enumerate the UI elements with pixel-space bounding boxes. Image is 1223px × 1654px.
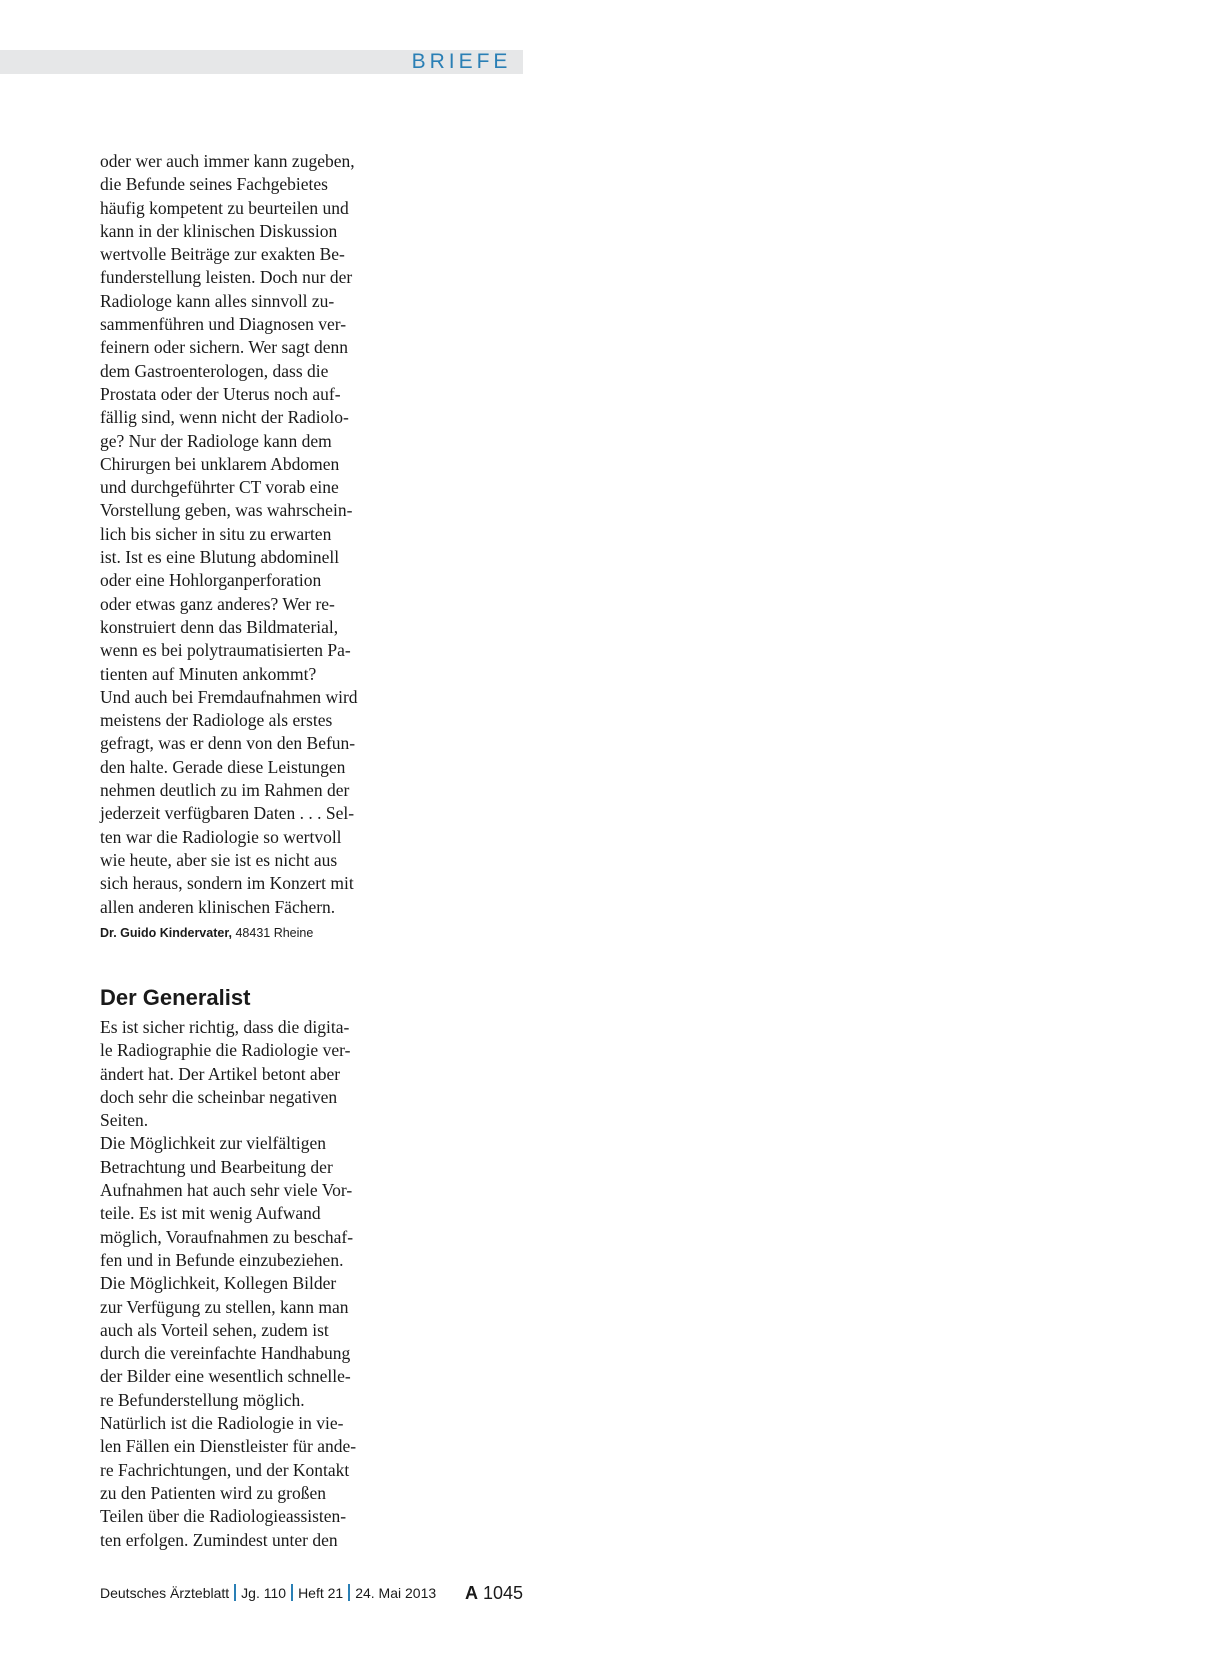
text-line: meistens der Radiologe als erstes	[100, 710, 333, 731]
page-prefix: A	[464, 1583, 478, 1603]
text-line: oder etwas ganz anderes? Wer re-	[100, 593, 335, 614]
letter-1-signature	[100, 925, 382, 941]
text-line: wie heute, aber sie ist es nicht aus	[100, 849, 338, 870]
letter-2-heading: Der Generalist	[100, 985, 251, 1010]
text-line: dem Gastroenterologen, dass die	[100, 360, 329, 381]
text-line: den halte. Gerade diese Leistungen	[100, 756, 346, 777]
text-line: jederzeit verfügbaren Daten . . . Sel-	[100, 803, 355, 824]
letter-1-location: 48431 Rheine	[235, 925, 314, 940]
text-line: der Bilder eine wesentlich schnelle-	[100, 1366, 351, 1387]
text-line: die Befunde seines Fachgebietes	[100, 174, 328, 195]
text-line: ändert hat. Der Artikel betont aber	[100, 1063, 341, 1084]
text-line: ge? Nur der Radiologe kann dem	[100, 430, 332, 451]
text-line: Und auch bei Fremdaufnahmen wird	[100, 686, 358, 707]
page-number	[465, 1582, 523, 1604]
text-line: le Radiographie die Radiologie ver-	[100, 1040, 351, 1061]
footer-issue: Heft 21	[298, 1585, 344, 1601]
text-line: auch als Vorteil sehen, zudem ist	[100, 1319, 329, 1340]
text-line: zu den Patienten wird zu großen	[100, 1482, 326, 1503]
text-line: gefragt, was er denn von den Befun-	[100, 733, 356, 754]
text-line: konstruiert denn das Bildmaterial,	[100, 616, 339, 637]
text-line: tienten auf Minuten ankommt?	[100, 663, 317, 684]
text-line: Die Möglichkeit, Kollegen Bilder	[100, 1273, 337, 1294]
text-line: teile. Es ist mit wenig Aufwand	[100, 1203, 321, 1224]
footer-journal: Deutsches Ärzteblatt	[100, 1585, 230, 1601]
text-line: und durchgeführter CT vorab eine	[100, 477, 339, 498]
text-line: kann in der klinischen Diskussion	[100, 220, 338, 241]
text-line: lich bis sicher in situ zu erwarten	[100, 523, 332, 544]
text-line: Prostata oder der Uterus noch auf-	[100, 383, 341, 404]
text-line: allen anderen klinischen Fächern.	[100, 896, 336, 917]
footer-date: 24. Mai 2013	[355, 1585, 437, 1601]
text-line: ten war die Radiologie so wertvoll	[100, 826, 342, 847]
text-line: Natürlich ist die Radiologie in vie-	[100, 1413, 344, 1434]
text-line: Vorstellung geben, was wahrschein-	[100, 500, 353, 521]
text-line: möglich, Voraufnahmen zu beschaf-	[100, 1226, 354, 1247]
text-line: fen und in Befunde einzubeziehen.	[100, 1249, 344, 1270]
text-line: wenn es bei polytraumatisierten Pa-	[100, 640, 351, 661]
text-line: oder wer auch immer kann zugeben,	[100, 151, 355, 171]
text-line: fällig sind, wenn nicht der Radiolo-	[100, 407, 349, 428]
text-line: Teilen über die Radiologieassisten-	[100, 1506, 347, 1527]
footer-separator	[348, 1584, 350, 1601]
text-line: nehmen deutlich zu im Rahmen der	[100, 780, 350, 801]
text-line: sammenführen und Diagnosen ver-	[100, 314, 347, 335]
footer-volume: Jg. 110	[241, 1585, 287, 1601]
text-line: doch sehr die scheinbar negativen	[100, 1086, 338, 1107]
text-line: funderstellung leisten. Doch nur der	[100, 267, 353, 288]
letter-1	[100, 150, 382, 941]
text-line: zur Verfügung zu stellen, kann man	[100, 1296, 349, 1317]
letter-1-body	[100, 150, 382, 919]
text-line: Die Möglichkeit zur vielfältigen	[100, 1133, 326, 1154]
text-line: sich heraus, sondern im Konzert mit	[100, 873, 354, 894]
letter-2-body	[100, 1016, 382, 1552]
letter-2	[100, 1016, 382, 1552]
page-number-value: 1045	[482, 1583, 523, 1603]
text-line: Es ist sicher richtig, dass die digita-	[100, 1017, 350, 1037]
text-line: re Befunderstellung möglich.	[100, 1389, 305, 1410]
text-line: len Fällen ein Dienstleister für ande-	[100, 1436, 357, 1457]
footer-separator	[234, 1584, 236, 1601]
text-line: re Fachrichtungen, und der Kontakt	[100, 1459, 350, 1480]
text-line: ist. Ist es eine Blutung abdominell	[100, 547, 340, 568]
letter-1-author: Dr. Guido Kindervater,	[100, 925, 232, 940]
text-line: Seiten.	[100, 1110, 149, 1131]
text-line: häufig kompetent zu beurteilen und	[100, 197, 349, 218]
text-line: Betrachtung und Bearbeitung der	[100, 1156, 333, 1177]
text-line: Radiologe kann alles sinnvoll zu-	[100, 290, 335, 311]
section-label: BRIEFE	[411, 50, 512, 73]
text-line: oder eine Hohlorganperforation	[100, 570, 322, 591]
page-footer	[100, 1582, 523, 1604]
text-line: wertvolle Beiträge zur exakten Be-	[100, 244, 345, 265]
text-line: durch die vereinfachte Handhabung	[100, 1343, 351, 1364]
text-line: ten erfolgen. Zumindest unter den	[100, 1529, 338, 1550]
text-line: Aufnahmen hat auch sehr viele Vor-	[100, 1180, 353, 1201]
text-line: Chirurgen bei unklarem Abdomen	[100, 453, 340, 474]
text-line: feinern oder sichern. Wer sagt denn	[100, 337, 349, 358]
footer-separator	[291, 1584, 293, 1601]
